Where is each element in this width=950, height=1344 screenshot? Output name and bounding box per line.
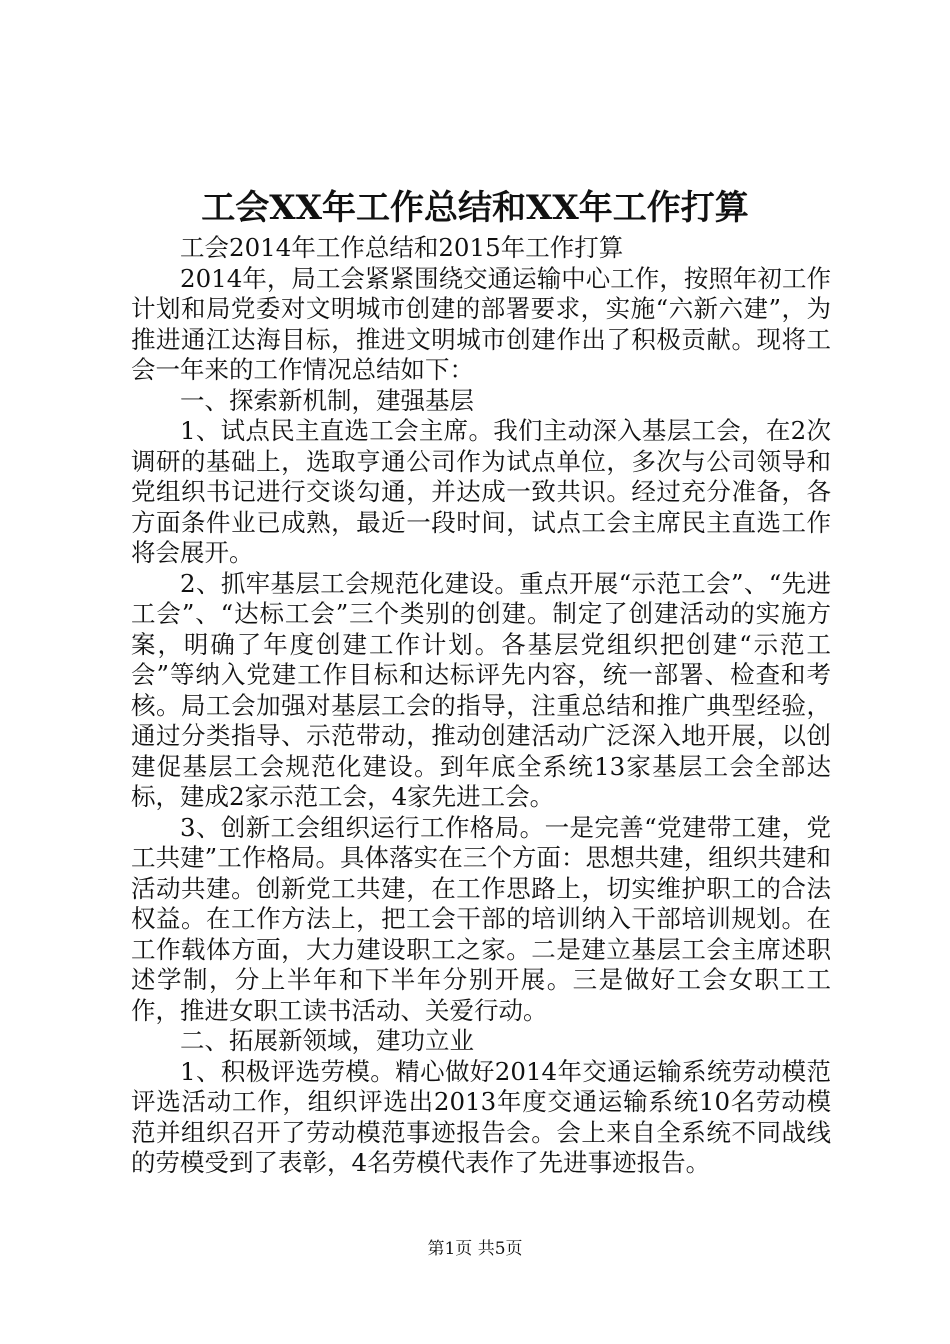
section-heading-1: 一、探索新机制，建强基层	[180, 385, 474, 415]
body-paragraph: 3、创新工会组织运行工作格局。一是完善“党建带工建，党工共建”工作格局。具体落实在三个方面：思想共建，组织共建和活动共建。创新党工共建，在工作思路上，切实维护职工的合法权益。在工作方法上，把工会干部的培训纳入干部培训规划。在工作载体方面，大力建设职工之家。二是建立基层工会主席述职述学制，分上半年和下半年分别开展。三是做好工会女职工工作，推进女职工读书活动、关爱行动。	[131, 812, 831, 1025]
body-paragraph: 2、抓牢基层工会规范化建设。重点开展“示范工会”、“先进工会”、“达标工会”三个类别的创建。制定了创建活动的实施方案，明确了年度创建工作计划。各基层党组织把创建“示范工会”等纳入党建工作目标和达标评先内容，统一部署、检查和考核。局工会加强对基层工会的指导，注重总结和推广典型经验，通过分类指导、示范带动，推动创建活动广泛深入地开展，以创建促基层工会规范化建设。到年底全系统13家基层工会全部达标，建成2家示范工会，4家先进工会。	[131, 568, 831, 811]
document-title: 工会XX年工作总结和XX年工作打算	[201, 188, 749, 228]
body-paragraph: 1、试点民主直选工会主席。我们主动深入基层工会，在2次调研的基础上，选取亨通公司作为试点单位，多次与公司领导和党组织书记进行交谈勾通，并达成一致共识。经过充分准备，各方面条件业已成熟，最近一段时间，试点工会主席民主直选工作将会展开。	[131, 416, 831, 567]
intro-paragraph: 2014年，局工会紧紧围绕交通运输中心工作，按照年初工作计划和局党委对文明城市创建的部署要求，实施“六新六建”，为推进通江达海目标，推进文明城市创建作出了积极贡献。现将工会一年来的工作情况总结如下：	[131, 263, 831, 384]
page-number-footer: 第1页 共5页	[427, 1239, 523, 1259]
document-body	[131, 233, 831, 1179]
section-heading-2: 二、拓展新领域，建功立业	[180, 1026, 474, 1055]
body-paragraph: 1、积极评选劳模。精心做好2014年交通运输系统劳动模范评选活动工作，组织评选出2013年度交通运输系统10名劳动模范并组织召开了劳动模范事迹报告会。会上来自全系统不同战线的劳模受到了表彰，4名劳模代表作了先进事迹报告。	[131, 1056, 831, 1177]
subtitle-paragraph: 工会2014年工作总结和2015年工作打算	[180, 233, 624, 262]
